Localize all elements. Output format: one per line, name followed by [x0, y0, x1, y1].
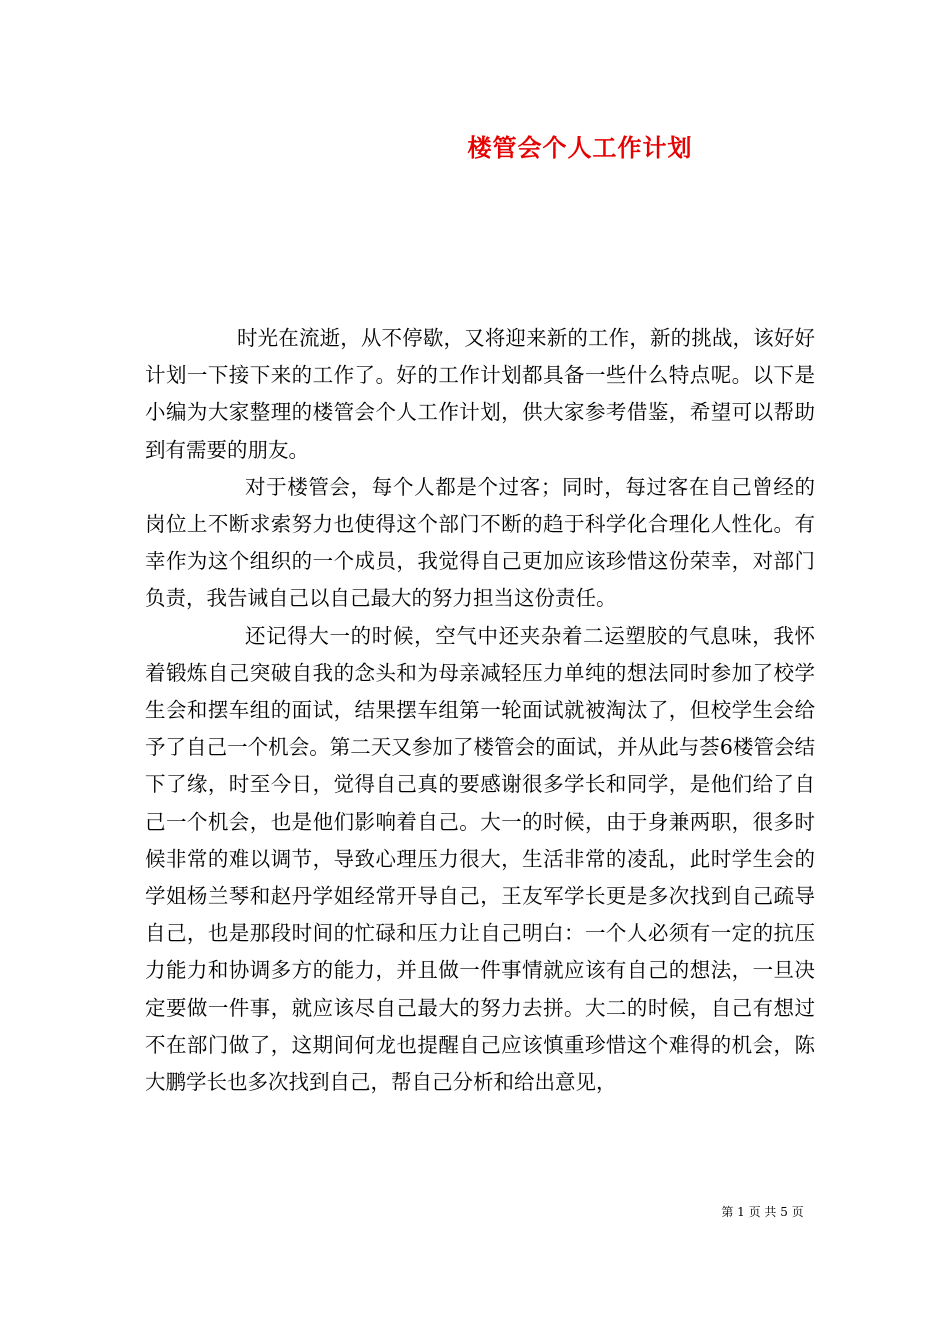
paragraph-intro: 时光在流逝，从不停歇，又将迎来新的工作，新的挑战，该好好计划一下接下来的工作了。好的工作计划都具备一些什么特点呢。以下是小编为大家整理的楼管会个人工作计划，供大家参考借鉴，希望可以帮助到有需要的朋友。 — [145, 326, 815, 462]
paragraph-memories: 还记得大一的时候，空气中还夹杂着二运塑胶的气息味，我怀着锻炼自己突破自我的念头和为母亲减轻压力单纯的想法同时参加了校学生会和摆车组的面试，结果摆车组第一轮面试就被淘汰了，但校学生会给予了自己一个机会。第二天又参加了楼管会的面试，并从此与荟6楼管会结下了缘，时至今日，觉得自己真的要感谢很多学长和同学，是他们给了自己一个机会，也是他们影响着自己。大一的时候，由于身兼两职，很多时候非常的难以调节，导致心理压力很大，生活非常的凌乱，此时学生会的学姐杨兰琴和赵丹学姐经常开导自己，王友军学长更是多次找到自己疏导自己，也是那段时间的忙碌和压力让自己明白：一个人必须有一定的抗压力能力和协调多方的能力，并且做一件事情就应该有自己的想法，一旦决定要做一件事，就应该尽自己最大的努力去拼。大二的时候，自己有想过不在部门做了，这期间何龙也提醒自己应该慎重珍惜这个难得的机会，陈大鹏学长也多次找到自己，帮自己分析和给出意见， — [145, 623, 815, 1095]
page-footer — [0, 1202, 950, 1222]
paragraph-building-committee: 对于楼管会，每个人都是个过客；同时，每过客在自己曾经的岗位上不断求索努力也使得这个部门不断的趋于科学化合理化人性化。有幸作为这个组织的一个成员，我觉得自己更加应该珍惜这份荣幸，对部门负责，我告诫自己以自己最大的努力担当这份责任。 — [145, 474, 815, 611]
page-title: 楼管会个人工作计划 — [467, 133, 693, 162]
page-number: 第 1 页 共 5 页 — [721, 1205, 804, 1219]
document-body — [145, 320, 815, 1101]
